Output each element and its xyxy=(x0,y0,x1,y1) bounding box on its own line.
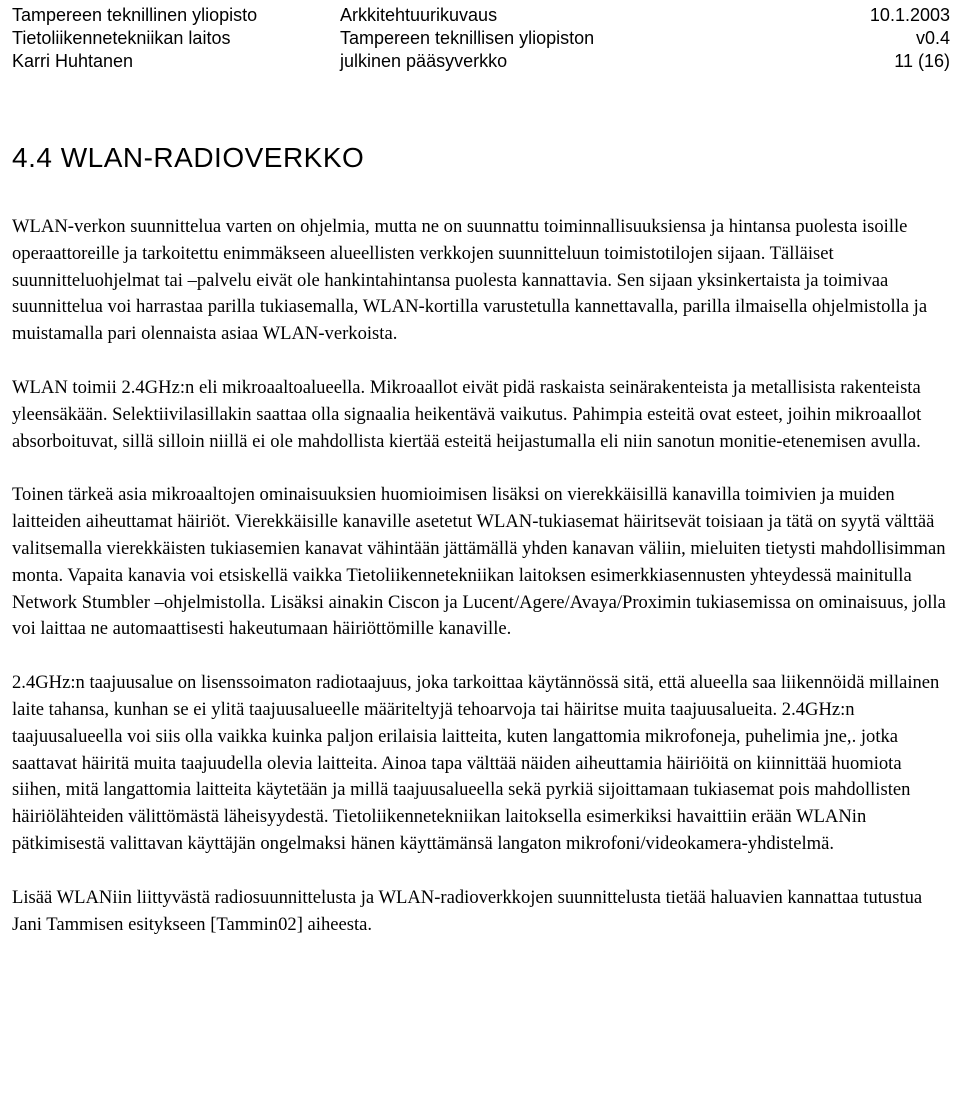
header-university: Tampereen teknillinen yliopisto xyxy=(12,5,258,25)
header-left-block xyxy=(12,4,257,73)
header-doc-title-line2: julkinen pääsyverkko xyxy=(340,51,508,71)
section-heading: 4.4 WLAN-RADIOVERKKO xyxy=(12,142,365,173)
header-department: Tietoliikennetekniikan laitos xyxy=(12,28,231,48)
paragraph-unlicensed-band: 2.4GHz:n taajuusalue on lisenssoimaton radiotaajuus, joka tarkoittaa käytännössä sitä, että alueella saa liikennöidä millainen laite tahansa, kunhan se ei ylitä taajuusalueelle määriteltyjä tehoarvoja tai häiritse muita taajuusalueita. 2.4GHz:n taajuusalueella voi siis olla vaikka kuinka paljon erilaisia laitteita, kuten langattomia mikrofoneja, puhelimia jne,. jotka saattavat häiritä muita taajuudella olevia laitteita. Ainoa tapa välttää näiden aiheuttamia häiriöitä on kiinnittää huomiota siihen, mitä langattomia laitteita käytetään ja millä taajuusalueella sekä pyrkiä sijoittamaan tukiasemat pois mahdollisten häiriölähteiden välittömästä läheisyydestä. Tietoliikennetekniikan laitoksella esimerkiksi havaittiin erään WLANin pätkimisestä valittavan käyttäjän ongelmaksi hänen käyttämänsä langaton mikrofoni/videokamera-yhdistelmä. xyxy=(12,672,940,854)
header-right-block xyxy=(858,4,950,73)
header-page-number: 11 (16) xyxy=(894,51,950,71)
header-date: 10.1.2003 xyxy=(869,5,950,25)
header-doc-title-line1: Tampereen teknillisen yliopiston xyxy=(340,28,595,48)
paragraph-channel-interference: Toinen tärkeä asia mikroaaltojen ominaisuuksien huomioimisen lisäksi on vierekkäisillä kanavilla toimivien ja muiden laitteiden aiheuttamat häiriöt. Vierekkäisille kanaville asetetut WLAN-tukiasemat häiritsevät toisiaan ja tätä on syytä välttää valitsemalla vierekkäisten tukiasemien kanavat vähintään jättämällä yhden kanavan väliin, mieluiten tietysti mahdollisimman monta. Vapaita kanavia voi etsiskellä vaikka Tietoliikennetekniikan laitoksen esimerkkiasennusten yhteydessä mainitulla Network Stumbler –ohjelmistolla. Lisäksi ainakin Ciscon ja Lucent/Agere/Avaya/Proximin tukiasemissa on ominaisuus, jolla voi laittaa ne automaattisesti hakeutumaan häiriöttömille kanaville. xyxy=(12,484,946,640)
paragraph-further-reading: Lisää WLANiin liittyvästä radiosuunnittelusta ja WLAN-radioverkkojen suunnittelusta tietää haluavien kannattaa tutustua Jani Tammisen esitykseen [Tammin02] aiheesta. xyxy=(12,886,923,935)
header-version: v0.4 xyxy=(915,28,950,48)
header-center-block xyxy=(340,4,594,73)
paragraph-planning-tools: WLAN-verkon suunnittelua varten on ohjelmia, mutta ne on suunnattu toiminnallisuuksiensa ja hintansa puolesta isoille operaattoreille ja tarkoitettu enimmäkseen alueellisten verkkojen suunnitteluun toimistotilojen sijaan. Tälläiset suunnitteluohjelmat tai –palvelu eivät ole hankintahintansa puolesta kannattavia. Sen sijaan yksinkertaista ja toimivaa suunnittelua voi harrastaa parilla tukiasemalla, WLAN-kortilla varustetulla kannettavalla, parilla ilmaisella ohjelmistolla ja muistamalla pari olennaista asiaa WLAN-verkoista. xyxy=(12,216,928,345)
section-body xyxy=(12,214,950,938)
paragraph-microwave-obstacles: WLAN toimii 2.4GHz:n eli mikroaaltoalueella. Mikroaallot eivät pidä raskaista seinärakenteista ja metallisista rakenteista yleensäkään. Selektiivilasillakin saattaa olla signaalia heikentävä vaikutus. Pahimpia esteitä ovat esteet, joihin mikroaallot absorboituvat, sillä silloin niillä ei ole mahdollista kiertää esteitä heijastumalla eli niin sanotun monitie-etenemisen avulla. xyxy=(12,376,922,452)
header-doc-type: Arkkitehtuurikuvaus xyxy=(340,5,498,25)
header-author: Karri Huhtanen xyxy=(12,51,134,71)
